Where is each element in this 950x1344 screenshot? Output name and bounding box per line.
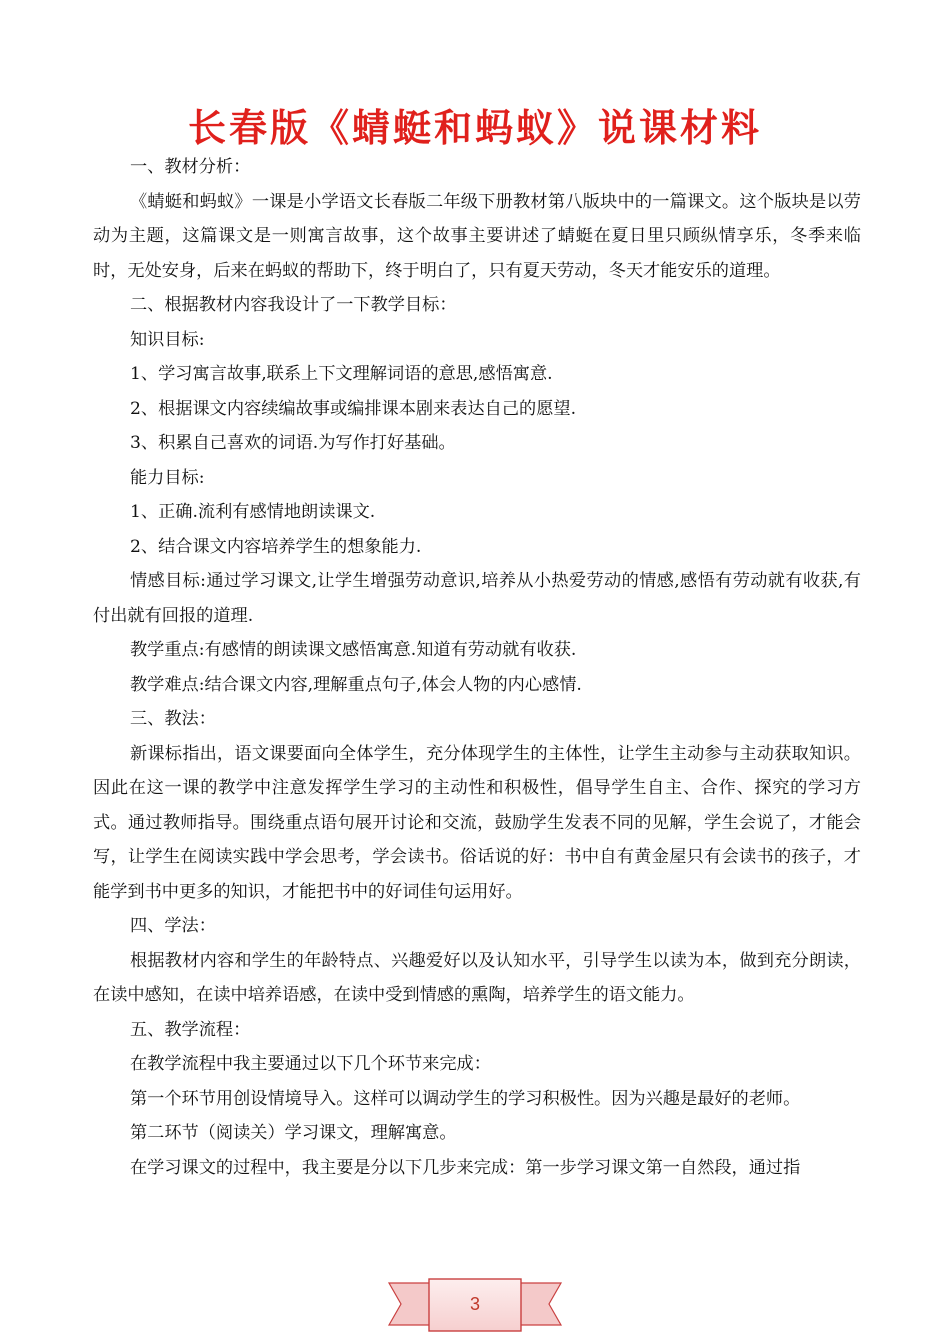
body-paragraph: 《蜻蜓和蚂蚁》一课是小学语文长春版二年级下册教材第八版块中的一篇课文。这个版块是以劳动为主题，这篇课文是一则寓言故事，这个故事主要讲述了蜻蜓在夏日里只顾纵情享乐，冬季来临时，无处安身，后来在蚂蚁的帮助下，终于明白了，只有夏天劳动，冬天才能安乐的道理。 <box>93 191 861 281</box>
subheading: 能力目标: <box>129 467 205 488</box>
section-heading: 二、根据教材内容我设计了一下教学目标： <box>129 295 457 315</box>
page-number-ribbon <box>385 1275 565 1335</box>
subheading: 知识目标: <box>129 329 205 350</box>
list-item: 1、学习寓言故事,联系上下文理解词语的意思,感悟寓意. <box>129 364 553 384</box>
document-body <box>93 150 861 1185</box>
body-paragraph: 情感目标:通过学习课文,让学生增强劳动意识,培养从小热爱劳动的情感,感悟有劳动就有收获,有付出就有回报的道理. <box>93 571 861 626</box>
body-paragraph: 在教学流程中我主要通过以下几个环节来完成： <box>129 1054 491 1074</box>
list-item: 3、积累自己喜欢的词语.为写作打好基础。 <box>129 433 456 453</box>
body-paragraph: 第一个环节用创设情境导入。这样可以调动学生的学习积极性。因为兴趣是最好的老师。 <box>129 1088 801 1109</box>
body-paragraph: 在学习课文的过程中，我主要是分以下几步来完成：第一步学习课文第一自然段，通过指 <box>129 1157 801 1178</box>
list-item: 1、正确.流利有感情地朗读课文. <box>129 502 376 522</box>
document-title: 长春版《蜻蜓和蚂蚁》说课材料 <box>187 106 762 150</box>
list-item: 2、结合课文内容培养学生的想象能力. <box>129 536 422 557</box>
body-paragraph: 第二环节（阅读关）学习课文，理解寓意。 <box>129 1123 457 1143</box>
body-paragraph: 根据教材内容和学生的年龄特点、兴趣爱好以及认知水平，引导学生以读为本，做到充分朗读，在读中感知，在读中培养语感，在读中受到情感的熏陶，培养学生的语文能力。 <box>93 950 861 1005</box>
body-paragraph: 新课标指出，语文课要面向全体学生，充分体现学生的主体性，让学生主动参与主动获取知识。因此在这一课的教学中注意发挥学生学习的主动性和积极性，倡导学生自主、合作、探究的学习方式。通过教师指导。围绕重点语句展开讨论和交流，鼓励学生发表不同的见解，学生会说了，才能会写，让学生在阅读实践中学会思考，学会读书。俗话说的好：书中自有黄金屋只有会读书的孩子，才能学到书中更多的知识，才能把书中的好词佳句运用好。 <box>93 743 861 902</box>
page-number: 3 <box>469 1294 480 1314</box>
section-heading: 三、教法： <box>129 709 216 729</box>
section-heading: 五、教学流程： <box>129 1019 251 1040</box>
section-heading: 四、学法： <box>129 916 216 936</box>
list-item: 2、根据课文内容续编故事或编排课本剧来表达自己的愿望. <box>129 398 577 419</box>
body-paragraph: 教学难点:结合课文内容,理解重点句子,体会人物的内心感情. <box>129 674 582 695</box>
section-heading: 一、教材分析： <box>129 157 251 177</box>
body-paragraph: 教学重点:有感情的朗读课文感悟寓意.知道有劳动就有收获. <box>129 640 577 660</box>
